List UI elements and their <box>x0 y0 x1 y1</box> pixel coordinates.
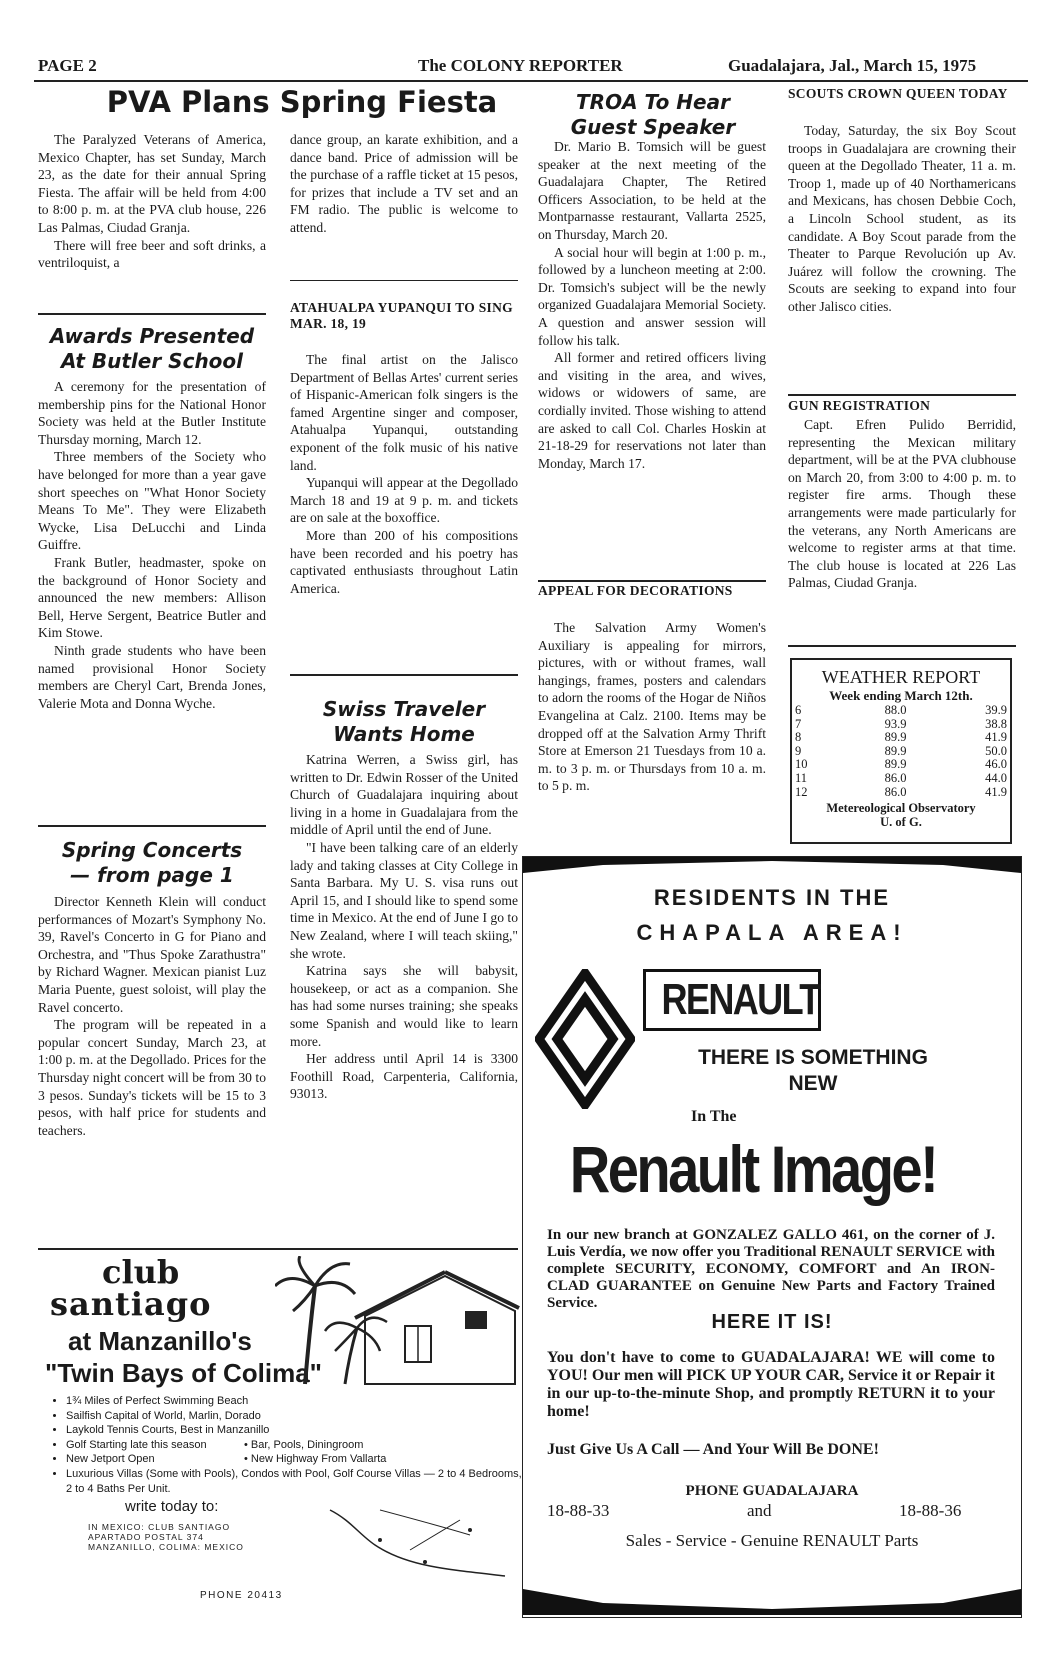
divider <box>788 645 1016 647</box>
pva-article-col1 <box>38 131 266 272</box>
yupanqui-paragraph: The final artist on the Jalisco Department of Bellas Artes' current series of Hispanic-American folk singers is the famed Argentine singer and composer, Atahualpa Yupanqui, outstanding exponent of the folk music of his native land. <box>290 352 518 473</box>
concerts-headline <box>38 838 266 888</box>
weather-low: 46.0 <box>985 757 1007 772</box>
weather-day: 11 <box>795 770 808 785</box>
club-features-list <box>52 1394 526 1496</box>
club-write-label: write today to: <box>125 1498 219 1515</box>
weather-high: 89.9 <box>884 730 907 745</box>
renault-body: You don't have to come to GUADALAJARA! WE will come to YOU! Our men will PICK UP YOUR CAR, Service it or Repair it in our up-to-the-minute Shop, and promptly RETURN it to your home! <box>547 1349 995 1420</box>
renault-something-line: NEW <box>788 1072 838 1095</box>
club-santiago-ad <box>40 1253 522 1616</box>
renault-diamond-logo <box>535 969 635 1109</box>
troa-paragraph: Dr. Mario B. Tomsich will be guest speaker at the next meeting of the Guadalajara Chapter, The Retired Officers Association, to be held at the Montparnasse restaurant, Vallarta 2525, on Thursday, March 20. <box>538 139 766 242</box>
club-tagline: at Manzanillo's <box>68 1326 252 1356</box>
coast-map <box>320 1500 510 1580</box>
villa-illustration <box>275 1256 520 1386</box>
renault-headline-line: CHAPALA AREA! <box>636 920 908 945</box>
renault-brand-box <box>643 969 821 1031</box>
divider <box>290 280 518 281</box>
renault-body: Just Give Us A Call — And Your Will Be DONE! <box>547 1441 879 1458</box>
yupanqui-article <box>290 351 518 597</box>
pva-paragraph: The Paralyzed Veterans of America, Mexico Chapter, has set Sunday, March 23, as the date for their annual Spring Fiesta. The affair will be held from 4:00 to 8:00 p. m. at the PVA club house, 226 Las Palmas, Ciudad Granja. <box>38 132 266 235</box>
swiss-headline-line: Wants Home <box>333 722 475 746</box>
weather-high: 88.0 <box>884 703 907 717</box>
pva-article-col2 <box>290 131 518 237</box>
troa-headline-line: Guest Speaker <box>570 115 736 139</box>
concerts-paragraph: Director Kenneth Klein will conduct performances of Mozart's Symphony No. 39, Ravel's Concerto in G for Piano and Orchestra, and "Thus Spoke Zarathustra" by Richard Wagner. Mexican pianist Luz Maria Puente, guest soloist, will play the Ravel concerto. <box>38 894 266 1015</box>
gun-article <box>788 416 1016 592</box>
scouts-headline-text: SCOUTS CROWN QUEEN TODAY <box>788 86 1008 101</box>
divider <box>788 394 1016 396</box>
gun-headline <box>788 398 1016 414</box>
weather-footer: U. of G. <box>880 815 922 830</box>
pva-paragraph: dance group, an karate exhibition, and a dance band. Price of admission will be the purchase of a raffle ticket at 15 pesos, for prizes that include a TV set and an FM radio. The public is welcome to attend. <box>290 132 518 235</box>
appeal-headline-text: APPEAL FOR DECORATIONS <box>538 583 733 598</box>
weather-high: 86.0 <box>884 784 907 799</box>
weather-row <box>792 731 1010 745</box>
weather-day: 8 <box>795 730 802 745</box>
renault-here-it-is: HERE IT IS! <box>711 1311 833 1333</box>
troa-article <box>538 138 766 472</box>
weather-row <box>792 745 1010 759</box>
yupanqui-headline-text: ATAHUALPA YUPANQUI TO SING MAR. 18, 19 <box>290 300 513 331</box>
club-phone: PHONE 20413 <box>200 1590 283 1601</box>
club-feature: • New Jetport Open • New Highway From Vallarta <box>66 1452 526 1467</box>
weather-subtitle: Week ending March 12th. <box>829 688 973 703</box>
club-address <box>88 1522 244 1552</box>
club-address-line: APARTADO POSTAL 374 <box>88 1532 204 1542</box>
club-tagline: "Twin Bays of Colima" <box>45 1358 322 1388</box>
swiss-headline <box>290 697 518 747</box>
weather-row <box>792 718 1010 732</box>
troa-paragraph: All former and retired officers living and visiting in the area, and wives, widows or widowers of same, are cordially invited. Those wishing to attend are asked to call Col. Charles Hoskin at 21-18-29 for reservations not later than Monday, March 17. <box>538 350 766 471</box>
renault-image-headline: Renault Image! <box>569 1132 937 1206</box>
weather-row <box>792 786 1010 800</box>
awards-paragraph: Ninth grade students who have been named provisional Honor Society members are Cheryl Cart, Brenda Jones, Valerie Mota and Donna Wyche. <box>38 642 266 711</box>
weather-row <box>792 772 1010 786</box>
weather-day: 12 <box>795 784 808 799</box>
yupanqui-paragraph: More than 200 of his compositions have been recorded and his poetry has captivated enthusiasts throughout Latin America. <box>290 527 518 596</box>
appeal-paragraph: The Salvation Army Women's Auxiliary is appealing for mirrors, pictures, with or without frames, wall hangings, frames, posters and calendars to adorn the rooms of the Hogar de Niños Evangelina at Calz. 2100. Items may be dropped off at the Salvation Army Thrift Store at Emerson 21 Tuesdays from 10 a. m. to 3 p. m. or Thursdays from 10 a. m. to 5 p. m. <box>538 620 766 794</box>
club-address-line: MANZANILLO, COLIMA: MEXICO <box>88 1542 244 1552</box>
scouts-article <box>788 122 1016 316</box>
renault-in-the: In The <box>691 1108 737 1125</box>
weather-low: 39.9 <box>985 703 1007 717</box>
divider <box>38 313 266 315</box>
weather-day: 9 <box>795 743 802 758</box>
awards-headline <box>38 324 266 374</box>
club-feature: • Golf Starting late this season • Bar, Pools, Diningroom <box>66 1438 526 1453</box>
club-feature-text: New Highway From Vallarta <box>250 1453 387 1466</box>
club-feature-text: Bar, Pools, Diningroom <box>250 1438 364 1451</box>
weather-day: 7 <box>795 716 802 731</box>
weather-low: 50.0 <box>985 743 1007 758</box>
yupanqui-paragraph: Yupanqui will appear at the Degollado March 18 and 19 at 9 p. m. and tickets are on sale at the boxoffice. <box>290 475 518 526</box>
concerts-headline-line: Spring Concerts <box>61 838 243 862</box>
troa-paragraph: A social hour will begin at 1:00 p. m., followed by a luncheon meeting at 2:00. Dr. Tomsich's subject will be the newly organized Guadalajara Memorial Society. A question and answer session will follow his talk. <box>538 244 766 348</box>
club-feature: • Sailfish Capital of World, Marlin, Dorado <box>66 1409 526 1424</box>
awards-headline-line: Awards Presented <box>49 324 255 348</box>
renault-phone-and: and <box>747 1501 772 1520</box>
swiss-paragraph: Her address until April 14 is 3300 Foothill Road, Carpenteria, California, 93013. <box>290 1051 518 1102</box>
weather-high: 86.0 <box>884 770 907 785</box>
swiss-article <box>290 751 518 1103</box>
divider <box>290 674 518 676</box>
weather-low: 41.9 <box>985 730 1007 745</box>
awards-paragraph: A ceremony for the presentation of membership pins for the National Honor Society was held at the Butler Institute Thursday morning, March 12. <box>38 379 266 447</box>
renault-body: In our new branch at GONZALEZ GALLO 461, on the corner of J. Luis Verdía, we now offer you Traditional RENAULT SERVICE with complete SECURITY, ECONOMY, COMFORT and An IRON-CLAD GUARANTEE on Genuine New Parts and Factory Trained Service. <box>547 1227 995 1311</box>
troa-headline-line: TROA To Hear <box>576 90 730 114</box>
weather-day: 10 <box>795 757 808 772</box>
renault-phone-number: 18-88-36 <box>899 1501 962 1520</box>
renault-footer: Sales - Service - Genuine RENAULT Parts <box>625 1531 919 1550</box>
masthead-rule <box>34 80 1028 82</box>
scouts-headline <box>788 86 1016 102</box>
ad-bottom-banner <box>523 1569 1021 1615</box>
weather-row <box>792 758 1010 772</box>
appeal-article <box>538 619 766 795</box>
pva-headline: PVA Plans Spring Fiesta <box>106 85 498 119</box>
swiss-paragraph: Katrina says she will babysit, housekeep, or act as a companion. She has had some nurses training; she speaks some Spanish and would like to learn more. <box>290 963 518 1049</box>
concerts-headline-line: — from page 1 <box>70 863 234 887</box>
ad-top-banner <box>523 857 1021 877</box>
weather-row <box>792 704 1010 718</box>
swiss-paragraph: "I have been talking care of an elderly lady and taking classes at City College in Santa Barbara. My U. S. visa runs out April 15, and I should like to spend some time in Mexico. At the end of June I go to New Zealand, where I will teach skiing," she wrote. <box>290 839 518 961</box>
awards-headline-line: At Butler School <box>60 349 244 373</box>
dateline: Guadalajara, Jal., March 15, 1975 <box>728 56 977 75</box>
awards-article <box>38 378 266 712</box>
pva-paragraph: There will free beer and soft drinks, a ventriloquist, a <box>38 237 266 271</box>
club-name: santiago <box>50 1285 212 1323</box>
scouts-paragraph: Today, Saturday, the six Boy Scout troops in Guadalajara are crowning their queen at the Degollado Theater, 11 a. m. Troop 1, made up of 40 Northamericans and Mexicans, has chosen Debbie Coch, a Lincoln School student, as its candidate. A Boy Scout parade from the Theater to Parque Revolución up Av. Juárez will follow the crowning. The Scouts are seeking to expand into four other Jalisco cities. <box>788 123 1016 314</box>
weather-low: 44.0 <box>985 770 1007 785</box>
renault-headline-line: RESIDENTS IN THE <box>653 885 891 910</box>
divider <box>38 825 266 827</box>
gun-headline-text: GUN REGISTRATION <box>788 398 931 413</box>
weather-low: 41.9 <box>985 784 1007 799</box>
renault-ad <box>522 856 1022 1618</box>
awards-paragraph: Frank Butler, headmaster, spoke on the background of Honor Society and announced the new members: Allison Bell, Herve Sergent, Beatrice Butler and Kim Stowe. <box>38 554 266 641</box>
weather-title: WEATHER REPORT <box>821 667 981 687</box>
club-feature: • 1¾ Miles of Perfect Swimming Beach <box>66 1394 526 1409</box>
renault-something-line: THERE IS SOMETHING <box>698 1046 928 1069</box>
weather-low: 38.8 <box>985 716 1007 731</box>
weather-high: 89.9 <box>884 757 907 772</box>
yupanqui-headline <box>290 300 518 332</box>
paper-title: The COLONY REPORTER <box>418 56 623 75</box>
swiss-paragraph: Katrina Werren, a Swiss girl, has written to Dr. Edwin Rosser of the United Church of Guadalajara inquiring about living in a home in Guadalajara from the middle of April until the end of June. <box>290 752 518 838</box>
ad-border-top <box>38 1248 518 1250</box>
renault-phone-label: PHONE GUADALAJARA <box>685 1483 859 1499</box>
club-feature: • Luxurious Villas (Some with Pools), Condos with Pool, Golf Course Villas — 2 to 4 Bedrooms, 2 to 4 Baths Per Unit. <box>66 1467 526 1496</box>
gun-paragraph: Capt. Efren Pulido Berridid, representing the Mexican military department, will be at the PVA clubhouse on March 20, from 3:00 to 4:00 p. m. to register fire arms. Though these arrangements were made particularly for the veterans, any North Americans are welcome to register arms at that time. The club house is located at 226 Las Palmas, Ciudad Granja. <box>788 417 1016 591</box>
club-feature-text: New Jetport Open <box>66 1453 155 1466</box>
club-feature-text: Golf Starting late this season <box>66 1438 207 1451</box>
concerts-article <box>38 893 266 1139</box>
weather-high: 89.9 <box>884 743 907 758</box>
concerts-paragraph: The program will be repeated in a popular concert Sunday, March 23, at 1:00 p. m. at the Degollado. Prices for the Thursday night concert will be from 30 to 3 pesos. Sunday's tickets will be 15 to 3 pesos, with half price for students and teachers. <box>38 1017 266 1138</box>
weather-report-box <box>790 658 1012 844</box>
renault-brand: RENAULT <box>661 975 820 1024</box>
weather-footer: Metereological Observatory <box>826 801 976 816</box>
page-number: PAGE 2 <box>38 56 97 75</box>
troa-headline <box>538 90 768 140</box>
club-name: club <box>102 1253 180 1291</box>
club-feature: • Laykold Tennis Courts, Best in Manzanillo <box>66 1423 526 1438</box>
weather-day: 6 <box>795 703 802 717</box>
swiss-headline-line: Swiss Traveler <box>322 697 486 721</box>
weather-high: 93.9 <box>884 716 907 731</box>
awards-paragraph: Three members of the Society who have belonged for more than a year gave short speeches on "What Honor Society Means To Me". They were Elizabeth Wycke, Lisa DeLucchi and Linda Guiffre. <box>38 449 266 553</box>
divider <box>538 580 766 582</box>
renault-phone-number: 18-88-33 <box>547 1501 610 1520</box>
weather-table <box>792 704 1010 799</box>
club-address-line: IN MEXICO: CLUB SANTIAGO <box>88 1522 231 1532</box>
renault-something <box>663 1045 963 1097</box>
appeal-headline <box>538 583 738 599</box>
